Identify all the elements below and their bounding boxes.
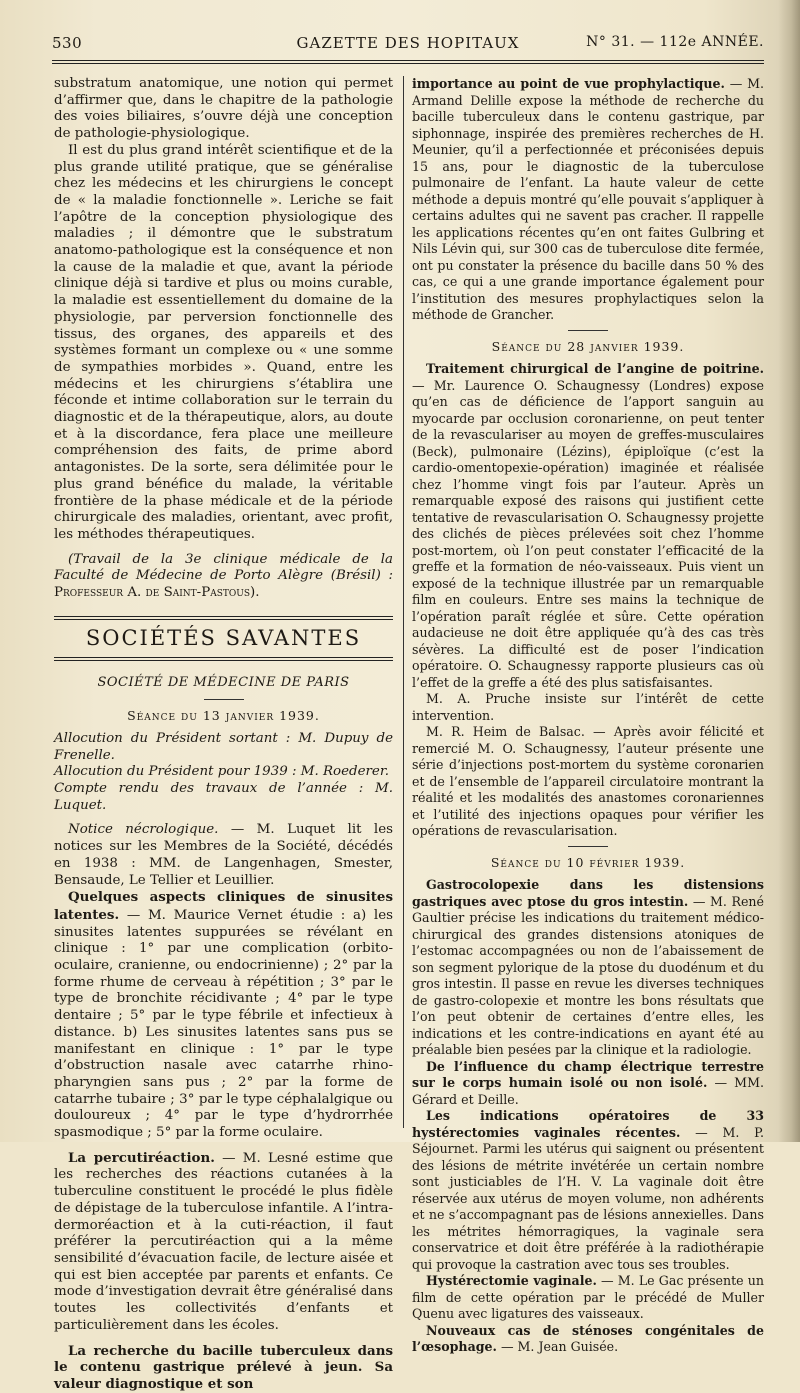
communication: importance au point de vue prophylactique. — M. Armand Delille expose la méthode de recherche du bacille tuberculeux dans le contenu gastrique, par siphonnage, inspirée des premières recherches de H. Meunier, qu’il a perfectionnée et préconisées depuis 15 ans, pour le diagnostic de la tuberculose pulmonaire de l’enfant. La haute valeur de cette méthode a depuis montré qu’elle pouvait s’appliquer à certains adultes qui ne savent pas cracher. Il rappelle les applications récentes qu’en ont faites Gulbring et Nils Lévin qui, sur 300 cas de tuberculose dite fermée, ont pu constater la présence du bacille dans 50 % des cas, ce qui a une grande importance également pour l’institution des mesures prophylactiques selon la méthode de Grancher. [412, 76, 765, 322]
session-date: Séance du 13 janvier 1939. [127, 708, 320, 724]
column-divider [403, 76, 404, 1128]
communication: Gastrocolopexie dans les distensions gastriques avec ptose du gros intestin. — M. René Gaultier précise les indications du traitement médico-chirurgical des grandes distensions atoniques de l’estomac accompagnées ou non de l’abaissement de son segment pylorique de la ptose du duodénum et du gros intestin. Il passe en revue les diverses techniques de gastro-colopexie et montre les bons résultats que l’on peut obtenir de certaines d’entre elles, les indications et les contre-indications en ayant été au préalable bien pesées par la clinique et la radiologie. [412, 877, 764, 1057]
communication: Quelques aspects cliniques de sinusites latentes. — M. Maurice Vernet étudie : a) les sinusites latentes suppurées se révélant en clinique : 1° par une complication (orbito-oculaire, cranienne, ou endocrinienne) ; 2° par la forme rhume de cerveau à répétition ; 3° par le type de bronchite récidivante ; 4° par le type dentaire ; 5° par le type fébrile et infectieux à distance. b) Les sinusites latentes sans pus se manifestant en clinique : 1° par le type d’obstruction nasale avec catarrhe rhino-pharyngien sans pus ; 2° par la forme de catarrhe tubaire ; 3° par le type céphalalgique ou douloureux ; 4° par le type d’hydrorrhée spasmodique ; 5° par la forme oculaire. [54, 889, 393, 1141]
communication: De l’influence du champ électrique terrestre sur le corps humain isolé ou non isolé. — MM. Gérard et Deille. [412, 1058, 764, 1107]
communication: Notice nécrologique. — M. Luquet lit les notices sur les Membres de la Société, décédés en 1938 : MM. de Langenhagen, Smester, Bensaude, Le Tellier et Leuillier. [54, 822, 394, 888]
communication: Nouveaux cas de sténoses congénitales de l’œsophage. — M. Jean Guisée. [412, 1322, 764, 1354]
communication: M. A. Pruche insiste sur l’intérêt de cette intervention. [412, 691, 764, 723]
communication: Hystérectomie vaginale. — M. Le Gac présente un film de cette opération par le précédé de Muller Quenu avec ligatures des vaisseaux. [412, 1273, 764, 1321]
paragraph: Il est du plus grand intérêt scientifique et de la plus grande utilité pratique, que se généralise chez les médecins et les chirurgiens le concept de « la maladie fonctionnelle ». Leriche se fait l’apôtre de la conception physiologique des maladies ; il démontre que le substratum anatomo-pathologique est la conséquence et non la cause de la maladie et que, avant la période clinique déjà si tardive et plus ou moins curable, la maladie est essentiellement du domaine de la physiologie, par perversion fonctionnelle des tissus, des organes, des appareils et des systèmes formant un complexe ou « une somme de sympathies morbides ». Quand, entre les médecins et les chirurgiens s’établira une féconde et intime collaboration sur le terrain du diagnostic et de la thérapeutique, alors, au doute et à la discordance, fera place une meilleure compréhension des faits, de prime abord antagonistes. De la sorte, sera délimitée pour le plus grand bénéfice du malade, la véritable frontière de la phase médicale et de la période chirurgicale des maladies, orientant, avec profit, les méthodes thérapeutiques. [54, 142, 393, 542]
section-header [54, 616, 393, 661]
header-rule-2 [52, 63, 764, 64]
issue-number: N° 31. — 112e ANNÉE. [586, 34, 764, 50]
paragraph: substratum anatomique, une notion qui permet d’affirmer que, dans le chapitre de la pathologie des voies biliaires, s’ouvre déjà une conception de pathologie-physiologique. [54, 76, 393, 142]
section-title: SOCIÉTÉS SAVANTES [85, 625, 362, 650]
communication: Les indications opératoires de 33 hystérectomies vaginales récentes. — M. P. Séjournet. Parmi les utérus qui saignent ou présentent des lésions de métrite invétérée un certain nombre sont justiciables de l’H. V. La vaginale doit être réservée aux utérus de moyen volume, non adhérents et ne s’accompagnant pas de lésions annexielles. Dans les métrites hémorragiques, la vaginale sera conservatrice et doit être préférée à la radiothérapie qui provoque la castration avec tous ses troubles. [412, 1108, 764, 1272]
session-date: Séance du 10 février 1939. [490, 854, 686, 870]
right-column [412, 76, 764, 1356]
page-header [52, 34, 764, 56]
allocution-line: Compte rendu des travaux de l’année : M. Luquet. [54, 781, 393, 813]
page-number: 530 [52, 34, 83, 52]
allocution-line: Allocution du Président sortant : M. Dupuy de Frenelle. [54, 730, 393, 763]
society-name: SOCIÉTÉ DE MÉDECINE DE PARIS [97, 674, 350, 690]
communication-heading: La recherche du bacille tuberculeux dans le contenu gastrique prélevé à jeun. Sa valeur diagnostique et son [54, 1342, 393, 1392]
communication: La percutiréaction. — M. Lesné estime que les recherches des réactions cutanées à la tuberculine constituent le procédé le plus fidèle de dépistage de la tuberculose infantile. A l’intra-dermoréaction et à la cuti-réaction, il faut préférer la percutiréaction qui a la même sensibilité d’évacuation facile, de lecture aisée et qui est bien acceptée par parents et enfants. Ce mode d’investigation devrait être généralisé dans toutes les collectivités d’enfants et particulièrement dans les écoles. [54, 1149, 393, 1333]
journal-title: GAZETTE DES HOPITAUX [296, 34, 520, 52]
communication: M. R. Heim de Balsac. — Après avoir félicité et remercié M. O. Schaugnessy, l’auteur présente une série d’injections post-mortem du système coronarien et de l’ensemble de l’appareil circulatoire montrant la réalité et les modalités des anastomes coronariennes et l’utilité des injections opaques pour vérifier les opérations de revascularisation. [412, 724, 764, 838]
allocution-line: Allocution du Président pour 1939 : M. Roederer. [54, 764, 390, 780]
session-date: Séance du 28 janvier 1939. [491, 338, 685, 354]
page-edge-shadow [778, 0, 800, 1142]
header-rule [52, 60, 764, 61]
left-column [54, 76, 393, 1393]
article-credit: (Travail de la 3e clinique médicale de la Faculté de Médecine de Porto Alègre (Brésil) : Professeur A. de Saint-Pastous). [54, 551, 393, 601]
communication: Traitement chirurgical de l’angine de poitrine. — Mr. Laurence O. Schaugnessy (Londres) expose qu’en cas de déficience de l’apport sanguin au myocarde par occlusion coronarienne, on peut tenter de la revasculariser au moyen de greffes-musculaires (Beck), pulmonaire (Lézins), épiploïque (c’est la cardio-omentopexie-opération) imaginée et réalisée chez l’homme vingt fois par l’auteur. Après un remarquable exposé des raisons qui justifient cette tentative de revascularisation O. Schaugnessy projette des clichés de pièces prélevées soit chez l’homme post-mortem, où l’on peut constater l’efficacité de la greffe et la formation de néo-vaisseaux. Puis vient un exposé de la technique illustrée par un remarquable film en couleurs. Entre ses mains la technique de l’opération paraît réglée et sûre. Cette opération audacieuse ne doit être appliquée qu’à des cas très sévères. La difficulté est de poser l’indication opératoire. O. Schaugnessy rapporte plusieurs cas où l’effet de la greffe a été des plus satisfaisantes. [412, 361, 764, 690]
